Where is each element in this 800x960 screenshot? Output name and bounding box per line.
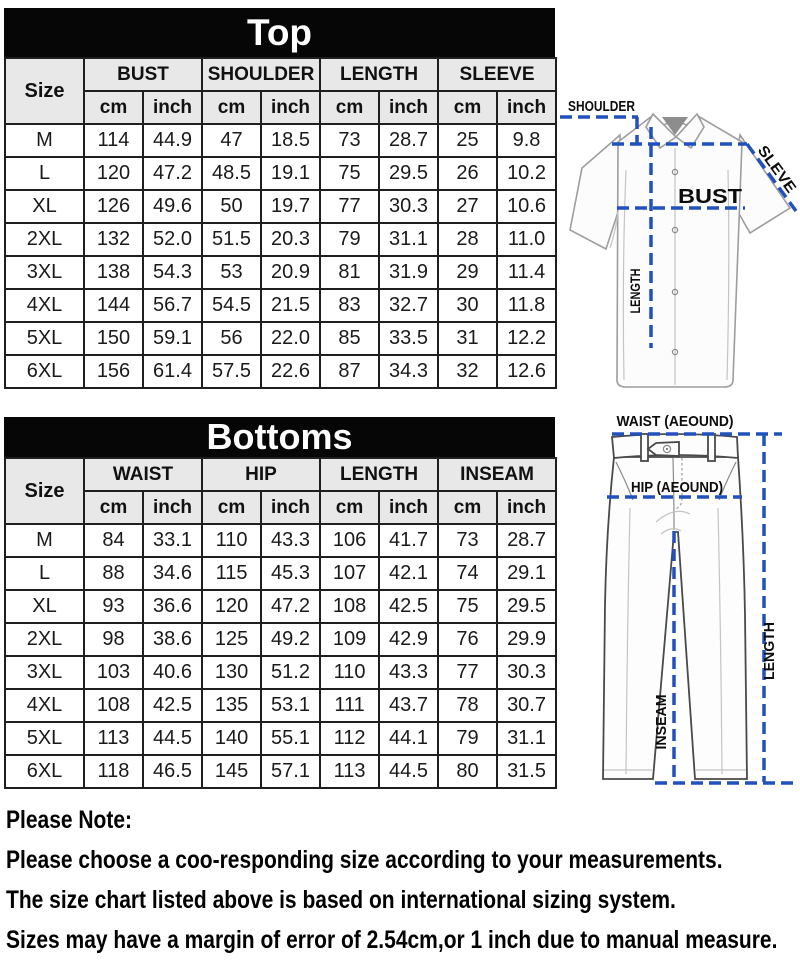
size-cell: 2XL	[5, 223, 84, 256]
size-column-header: Size	[5, 58, 84, 124]
value-cell: 31	[438, 322, 497, 355]
group-header-sleeve: SLEEVE	[438, 58, 556, 91]
size-column-header: Size	[5, 458, 84, 524]
value-cell: 44.1	[379, 722, 438, 755]
value-cell: 73	[320, 124, 379, 157]
value-cell: 108	[84, 689, 143, 722]
value-cell: 126	[84, 190, 143, 223]
table-row	[5, 157, 556, 190]
value-cell: 120	[84, 157, 143, 190]
table-row	[5, 656, 556, 689]
value-cell: 28	[438, 223, 497, 256]
table-row	[5, 322, 556, 355]
value-cell: 20.9	[261, 256, 320, 289]
group-header-length: LENGTH	[320, 58, 438, 91]
value-cell: 26	[438, 157, 497, 190]
belt-loop	[708, 434, 715, 461]
table-row	[5, 190, 556, 223]
value-cell: 10.2	[497, 157, 556, 190]
unit-header-cm: cm	[202, 491, 261, 524]
value-cell: 29.5	[379, 157, 438, 190]
value-cell: 22.0	[261, 322, 320, 355]
value-cell: 47.2	[143, 157, 202, 190]
value-cell: 76	[438, 623, 497, 656]
value-cell: 56.7	[143, 289, 202, 322]
value-cell: 79	[320, 223, 379, 256]
value-cell: 32	[438, 355, 497, 388]
value-cell: 80	[438, 755, 497, 788]
value-cell: 25	[438, 124, 497, 157]
value-cell: 59.1	[143, 322, 202, 355]
value-cell: 107	[320, 557, 379, 590]
hip-label: HIP (AEOUND)	[631, 479, 723, 496]
table-row	[5, 289, 556, 322]
unit-header-cm: cm	[84, 91, 143, 124]
value-cell: 135	[202, 689, 261, 722]
bottoms-table	[4, 457, 557, 789]
value-cell: 38.6	[143, 623, 202, 656]
value-cell: 32.7	[379, 289, 438, 322]
value-cell: 150	[84, 322, 143, 355]
value-cell: 118	[84, 755, 143, 788]
size-cell: 6XL	[5, 355, 84, 388]
value-cell: 57.5	[202, 355, 261, 388]
value-cell: 27	[438, 190, 497, 223]
bust-label: BUST	[678, 186, 742, 208]
value-cell: 73	[438, 524, 497, 557]
value-cell: 75	[438, 590, 497, 623]
value-cell: 53	[202, 256, 261, 289]
size-cell: M	[5, 524, 84, 557]
unit-header-inch: inch	[379, 491, 438, 524]
value-cell: 30.3	[497, 656, 556, 689]
size-cell: 6XL	[5, 755, 84, 788]
value-cell: 30.7	[497, 689, 556, 722]
group-header-shoulder: SHOULDER	[202, 58, 320, 91]
group-header-bust: BUST	[84, 58, 202, 91]
table-row	[5, 124, 556, 157]
value-cell: 74	[438, 557, 497, 590]
table-row	[5, 623, 556, 656]
value-cell: 115	[202, 557, 261, 590]
unit-header-cm: cm	[438, 491, 497, 524]
value-cell: 87	[320, 355, 379, 388]
value-cell: 28.7	[497, 524, 556, 557]
value-cell: 78	[438, 689, 497, 722]
value-cell: 120	[202, 590, 261, 623]
value-cell: 29.9	[497, 623, 556, 656]
table-row	[5, 256, 556, 289]
table-row	[5, 722, 556, 755]
value-cell: 110	[202, 524, 261, 557]
value-cell: 10.6	[497, 190, 556, 223]
value-cell: 49.6	[143, 190, 202, 223]
unit-header-cm: cm	[438, 91, 497, 124]
value-cell: 48.5	[202, 157, 261, 190]
value-cell: 52.0	[143, 223, 202, 256]
size-cell: M	[5, 124, 84, 157]
value-cell: 88	[84, 557, 143, 590]
value-cell: 22.6	[261, 355, 320, 388]
value-cell: 114	[84, 124, 143, 157]
value-cell: 29.1	[497, 557, 556, 590]
value-cell: 44.9	[143, 124, 202, 157]
size-cell: XL	[5, 590, 84, 623]
value-cell: 57.1	[261, 755, 320, 788]
value-cell: 40.6	[143, 656, 202, 689]
pants-length-label: LENGTH	[761, 618, 778, 680]
bottoms-table-body	[5, 524, 556, 788]
value-cell: 31.9	[379, 256, 438, 289]
value-cell: 19.7	[261, 190, 320, 223]
shoulder-label: SHOULDER	[568, 99, 636, 115]
sleeve-label: SLEVE	[753, 142, 797, 193]
table-row	[5, 524, 556, 557]
value-cell: 112	[320, 722, 379, 755]
value-cell: 34.3	[379, 355, 438, 388]
size-cell: 2XL	[5, 623, 84, 656]
value-cell: 103	[84, 656, 143, 689]
value-cell: 19.1	[261, 157, 320, 190]
value-cell: 44.5	[379, 755, 438, 788]
value-cell: 138	[84, 256, 143, 289]
unit-header-inch: inch	[497, 491, 556, 524]
value-cell: 75	[320, 157, 379, 190]
value-cell: 47	[202, 124, 261, 157]
bottoms-table-header	[5, 458, 556, 524]
value-cell: 111	[320, 689, 379, 722]
value-cell: 18.5	[261, 124, 320, 157]
group-header-inseam: INSEAM	[438, 458, 556, 491]
value-cell: 42.9	[379, 623, 438, 656]
value-cell: 28.7	[379, 124, 438, 157]
size-cell: 3XL	[5, 656, 84, 689]
value-cell: 106	[320, 524, 379, 557]
top-table-body	[5, 124, 556, 388]
value-cell: 144	[84, 289, 143, 322]
belt-loop	[641, 434, 648, 461]
top-table-header	[5, 58, 556, 124]
value-cell: 34.6	[143, 557, 202, 590]
size-cell: XL	[5, 190, 84, 223]
value-cell: 108	[320, 590, 379, 623]
group-header-waist: WAIST	[84, 458, 202, 491]
value-cell: 93	[84, 590, 143, 623]
size-cell: L	[5, 557, 84, 590]
inseam-label: INSEAM	[653, 691, 670, 750]
unit-header-cm: cm	[320, 91, 379, 124]
value-cell: 156	[84, 355, 143, 388]
table-row	[5, 755, 556, 788]
table-row	[5, 590, 556, 623]
value-cell: 113	[84, 722, 143, 755]
value-cell: 20.3	[261, 223, 320, 256]
value-cell: 125	[202, 623, 261, 656]
value-cell: 61.4	[143, 355, 202, 388]
unit-header-cm: cm	[84, 491, 143, 524]
unit-header-inch: inch	[143, 491, 202, 524]
value-cell: 11.8	[497, 289, 556, 322]
value-cell: 56	[202, 322, 261, 355]
value-cell: 30.3	[379, 190, 438, 223]
value-cell: 31.5	[497, 755, 556, 788]
value-cell: 12.6	[497, 355, 556, 388]
value-cell: 21.5	[261, 289, 320, 322]
value-cell: 42.5	[143, 689, 202, 722]
value-cell: 53.1	[261, 689, 320, 722]
notes-heading: Please Note:	[6, 806, 133, 834]
value-cell: 113	[320, 755, 379, 788]
value-cell: 33.5	[379, 322, 438, 355]
value-cell: 51.5	[202, 223, 261, 256]
waist-label: WAIST (AEOUND)	[616, 413, 734, 430]
value-cell: 85	[320, 322, 379, 355]
value-cell: 55.1	[261, 722, 320, 755]
top-table	[4, 57, 557, 389]
top-table-title: Top	[4, 8, 555, 57]
table-row	[5, 223, 556, 256]
size-cell: L	[5, 157, 84, 190]
value-cell: 47.2	[261, 590, 320, 623]
unit-header-inch: inch	[261, 491, 320, 524]
value-cell: 132	[84, 223, 143, 256]
note-line: The size chart listed above is based on international sizing system.	[6, 886, 676, 914]
pants-illustration	[560, 400, 800, 790]
size-cell: 3XL	[5, 256, 84, 289]
value-cell: 77	[320, 190, 379, 223]
size-cell: 4XL	[5, 689, 84, 722]
group-header-length: LENGTH	[320, 458, 438, 491]
unit-header-inch: inch	[497, 91, 556, 124]
value-cell: 12.2	[497, 322, 556, 355]
value-cell: 33.1	[143, 524, 202, 557]
value-cell: 31.1	[379, 223, 438, 256]
size-cell: 5XL	[5, 722, 84, 755]
unit-header-cm: cm	[202, 91, 261, 124]
value-cell: 43.3	[379, 656, 438, 689]
table-row	[5, 355, 556, 388]
value-cell: 54.3	[143, 256, 202, 289]
shirt-left-sleeve	[570, 135, 620, 249]
value-cell: 29.5	[497, 590, 556, 623]
unit-header-cm: cm	[320, 491, 379, 524]
value-cell: 110	[320, 656, 379, 689]
value-cell: 36.6	[143, 590, 202, 623]
value-cell: 11.0	[497, 223, 556, 256]
value-cell: 31.1	[497, 722, 556, 755]
value-cell: 83	[320, 289, 379, 322]
value-cell: 49.2	[261, 623, 320, 656]
value-cell: 79	[438, 722, 497, 755]
value-cell: 77	[438, 656, 497, 689]
unit-header-inch: inch	[143, 91, 202, 124]
belt-snap-center	[666, 448, 668, 450]
group-header-hip: HIP	[202, 458, 320, 491]
value-cell: 54.5	[202, 289, 261, 322]
unit-header-inch: inch	[379, 91, 438, 124]
value-cell: 50	[202, 190, 261, 223]
value-cell: 98	[84, 623, 143, 656]
value-cell: 30	[438, 289, 497, 322]
value-cell: 145	[202, 755, 261, 788]
top-size-table	[4, 8, 555, 389]
value-cell: 41.7	[379, 524, 438, 557]
bottoms-table-title: Bottoms	[4, 417, 555, 457]
value-cell: 81	[320, 256, 379, 289]
value-cell: 43.7	[379, 689, 438, 722]
value-cell: 42.5	[379, 590, 438, 623]
value-cell: 9.8	[497, 124, 556, 157]
value-cell: 44.5	[143, 722, 202, 755]
shirt-torso	[617, 116, 742, 387]
size-cell: 5XL	[5, 322, 84, 355]
table-row	[5, 557, 556, 590]
value-cell: 45.3	[261, 557, 320, 590]
shirt-length-label: LENGTH	[627, 255, 643, 314]
value-cell: 11.4	[497, 256, 556, 289]
note-line: Please choose a coo-responding size according to your measurements.	[6, 846, 723, 874]
unit-header-inch: inch	[261, 91, 320, 124]
value-cell: 29	[438, 256, 497, 289]
notes-section	[6, 800, 800, 960]
table-row	[5, 689, 556, 722]
value-cell: 42.1	[379, 557, 438, 590]
value-cell: 51.2	[261, 656, 320, 689]
note-line: Sizes may have a margin of error of 2.54cm,or 1 inch due to manual measure.	[6, 926, 778, 954]
value-cell: 140	[202, 722, 261, 755]
bottoms-size-table	[4, 417, 555, 789]
shirt-illustration	[560, 80, 800, 400]
value-cell: 43.3	[261, 524, 320, 557]
value-cell: 84	[84, 524, 143, 557]
value-cell: 109	[320, 623, 379, 656]
value-cell: 46.5	[143, 755, 202, 788]
value-cell: 130	[202, 656, 261, 689]
size-cell: 4XL	[5, 289, 84, 322]
